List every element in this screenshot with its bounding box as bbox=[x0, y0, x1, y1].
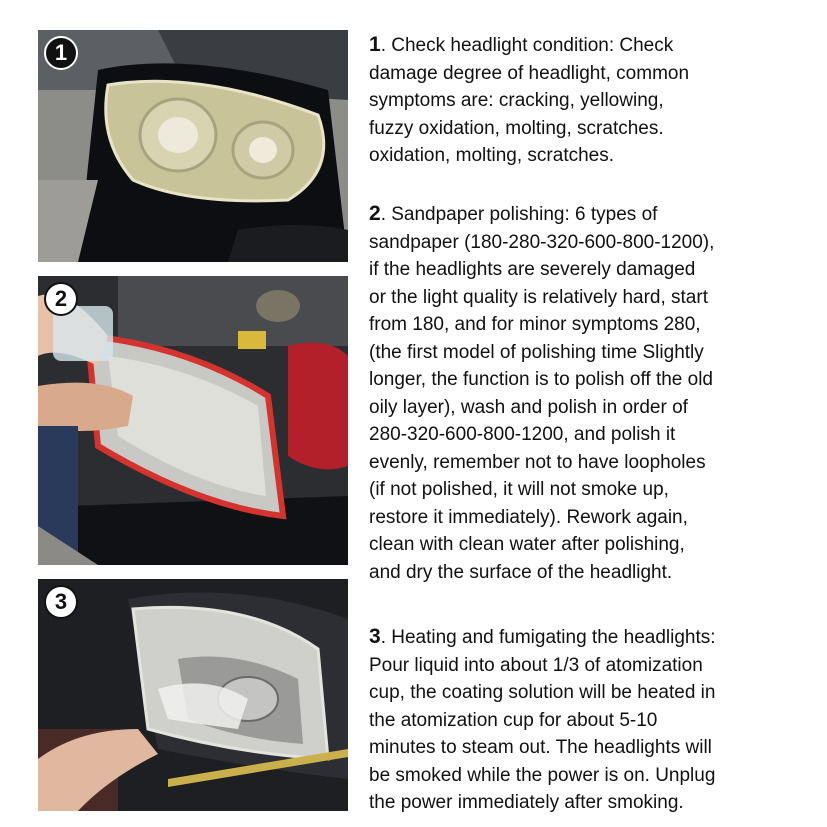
step-2-line: (the first model of polishing time Slightly bbox=[369, 341, 704, 363]
step-2-line bbox=[369, 200, 819, 229]
step-2-line: clean with clean water after polishing, bbox=[369, 534, 685, 555]
step-number: 2 bbox=[369, 202, 381, 225]
step-2-line: and dry the surface of the headlight. bbox=[369, 561, 673, 583]
photo-check-headlight bbox=[38, 30, 348, 262]
step-2-text bbox=[369, 200, 819, 586]
step-1-line bbox=[369, 31, 819, 60]
step-1-line: damage degree of headlight, common bbox=[369, 62, 690, 84]
step-2-line: or the light quality is relatively hard, start bbox=[369, 286, 708, 308]
step-2-line: sandpaper (180-280-320-600-800-1200), bbox=[369, 231, 715, 253]
step-line-text: . Heating and fumigating the headlights: bbox=[380, 627, 716, 648]
headlight-photo-illustration bbox=[38, 30, 348, 262]
step-3-line: Pour liquid into about 1/3 of atomization bbox=[369, 654, 703, 676]
step-2-line: restore it immediately). Rework again, bbox=[369, 506, 688, 528]
step-3-line: be smoked while the power is on. Unplug bbox=[369, 764, 716, 786]
step-3-line bbox=[369, 623, 819, 652]
sanding-photo-illustration bbox=[38, 276, 348, 565]
step-3-text bbox=[369, 623, 819, 817]
step-line-text: . Check headlight condition: Check bbox=[380, 35, 674, 56]
step-3-line: the atomization cup for about 5-10 bbox=[369, 709, 658, 731]
photo-sandpaper-polishing bbox=[38, 276, 348, 565]
step-3-line: cup, the coating solution will be heated in bbox=[369, 682, 716, 703]
step-2-line: from 180, and for minor symptoms 280, bbox=[369, 314, 701, 335]
step-1-text bbox=[369, 31, 819, 170]
step-badge-1: 1 bbox=[44, 36, 78, 70]
step-number: 1 bbox=[369, 33, 381, 56]
photo-heating-fumigating bbox=[38, 579, 348, 811]
step-line-text: . Sandpaper polishing: 6 types of bbox=[380, 204, 658, 225]
step-2-line: if the headlights are severely damaged bbox=[369, 259, 696, 280]
step-2-line: evenly, remember not to have loopholes bbox=[369, 451, 706, 473]
step-3-line: minutes to steam out. The headlights will bbox=[369, 737, 712, 758]
step-3-line: the power immediately after smoking. bbox=[369, 792, 684, 813]
step-1-line: fuzzy oxidation, molting, scratches. bbox=[369, 117, 664, 139]
step-badge-2: 2 bbox=[44, 282, 78, 316]
step-2-line: oily layer), wash and polish in order of bbox=[369, 396, 688, 418]
step-1-line: symptoms are: cracking, yellowing, bbox=[369, 90, 664, 111]
step-1-line: oxidation, molting, scratches. bbox=[369, 145, 615, 166]
fumigating-photo-illustration bbox=[38, 579, 348, 811]
step-number: 3 bbox=[369, 625, 381, 648]
step-badge-3: 3 bbox=[44, 585, 78, 619]
step-2-line: (if not polished, it will not smoke up, bbox=[369, 479, 669, 500]
step-2-line: 280-320-600-800-1200, and polish it bbox=[369, 424, 676, 445]
step-2-line: longer, the function is to polish off the old bbox=[369, 369, 713, 390]
